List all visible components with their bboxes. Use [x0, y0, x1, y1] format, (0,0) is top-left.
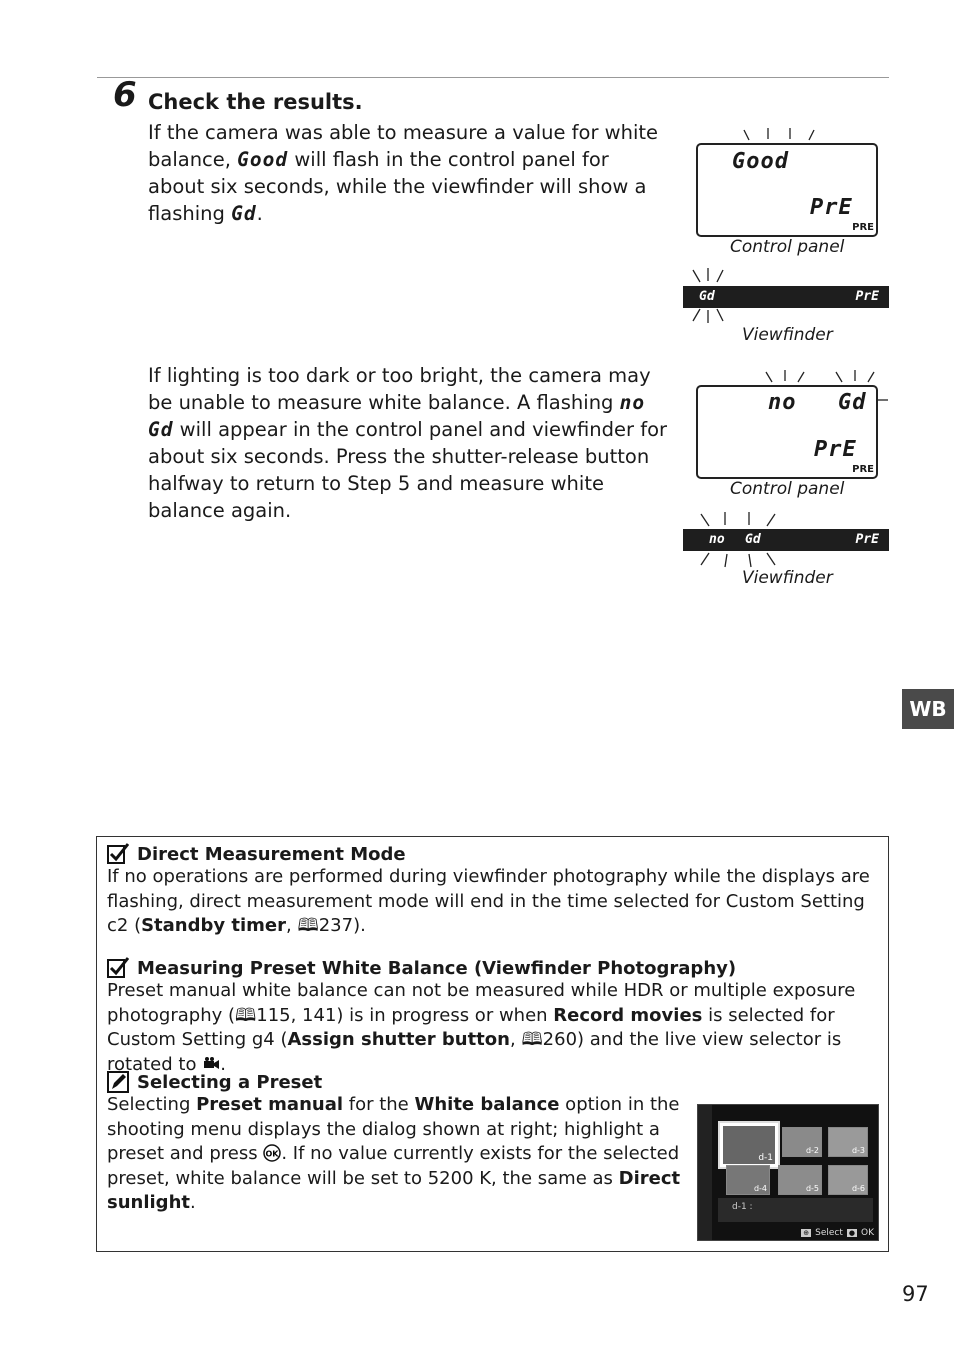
seg-good-display: Good	[237, 148, 289, 171]
note2-text-f: .	[220, 1053, 226, 1075]
note1-heading	[107, 843, 877, 865]
select-label: Select	[815, 1228, 843, 1238]
viewfinder-1	[683, 286, 889, 308]
para2-text-a: If lighting is too dark or too bright, the camera may be unable to measure white balance. A flashing	[148, 364, 651, 414]
preset-info-text: d-1 :	[732, 1202, 753, 1212]
zoom-button-icon: ⊕	[803, 1229, 810, 1237]
cp1-bottom-readout: PrE	[810, 195, 853, 220]
para1-text-a: If the camera was able to measure a value for white balance,	[148, 121, 659, 171]
screen-footer	[801, 1228, 874, 1238]
preset-info-bar	[718, 1198, 873, 1222]
preset-thumb-3[interactable]	[828, 1127, 868, 1157]
preset-thumb-6[interactable]	[828, 1165, 868, 1195]
top-rule	[97, 77, 889, 78]
menu-sidebar	[698, 1105, 712, 1240]
note1-standby-timer: Standby timer	[141, 915, 287, 936]
preset-label-6: d-6	[851, 1184, 865, 1193]
pencil-icon	[107, 1071, 129, 1093]
ok-button-icon	[263, 1144, 281, 1162]
note-selecting-preset	[107, 1071, 687, 1216]
note3-direct-sunlight: Direct sunlight	[107, 1167, 681, 1213]
viewfinder-2	[683, 529, 889, 551]
ok-label: OK	[861, 1228, 874, 1238]
book-icon: 🕮	[297, 915, 319, 936]
note1-text-d: ).	[353, 915, 366, 936]
cp2-top-left-readout: no	[768, 390, 797, 415]
check-icon	[107, 843, 129, 865]
note2-assign-shutter: Assign shutter button	[287, 1029, 510, 1050]
cp1-pre-badge: PRE	[852, 222, 874, 233]
section-tab-wb: WB	[902, 689, 954, 729]
note3-heading	[107, 1071, 687, 1093]
note2-body	[107, 979, 877, 1077]
note3-title: Selecting a Preset	[137, 1071, 323, 1093]
preset-label-2: d-2	[805, 1146, 819, 1155]
note3-text-a: Selecting	[107, 1094, 197, 1115]
note3-body	[107, 1093, 687, 1216]
control-panel-1	[696, 143, 878, 237]
preset-thumb-4[interactable]	[726, 1165, 770, 1195]
note1-text-c: ,	[286, 915, 298, 936]
note3-preset-manual: Preset manual	[196, 1094, 344, 1115]
note2-page-ref-2: 260	[542, 1029, 578, 1050]
note2-page-ref-1: 115, 141	[256, 1004, 337, 1026]
note1-title: Direct Measurement Mode	[137, 843, 406, 865]
note2-record-movies: Record movies	[553, 1004, 703, 1026]
vf2-right-readout: PrE	[855, 532, 879, 547]
note-measuring-preset	[107, 957, 877, 1077]
book-icon: 🕮	[521, 1029, 543, 1050]
note3-text-c: option in the shooting menu displays the dialog shown at right; highlight a preset and press	[107, 1094, 680, 1164]
vf2-left-readout: no	[709, 532, 725, 547]
movie-camera-icon	[202, 1056, 220, 1072]
cp2-top-right-readout: Gd	[838, 390, 867, 415]
seg-gd-display: Gd	[231, 202, 257, 225]
note2-text-d: ,	[509, 1029, 522, 1050]
preset-label-1: d-1	[758, 1153, 773, 1163]
result-paragraph-no-gd	[148, 362, 668, 524]
notes-box	[96, 836, 889, 1252]
cp1-top-readout: Good	[732, 149, 789, 174]
cp2-bottom-readout: PrE	[814, 437, 857, 462]
ok-key-icon: ●	[848, 1229, 855, 1237]
para2-text-b: will appear in the control panel and viewfinder for about six seconds. Press the shutter-release button halfway to return to Step 5 and measure white balance again.	[148, 418, 668, 522]
note-direct-measurement	[107, 843, 877, 939]
step-number: 6	[113, 75, 137, 115]
note3-text-d: . If no value currently exists for the selected preset, white balance will be set to 5200 K, the same as	[107, 1143, 680, 1189]
note3-text-b: for the	[343, 1094, 415, 1115]
vf2-caption: Viewfinder	[742, 568, 833, 588]
seg-no-gd-display: no Gd	[148, 391, 646, 441]
note1-body	[107, 865, 877, 939]
vf2-mid-readout: Gd	[745, 532, 761, 547]
preset-thumb-5[interactable]	[778, 1165, 822, 1195]
step-title: Check the results.	[148, 90, 363, 114]
note2-title: Measuring Preset White Balance (Viewfinder Photography)	[137, 957, 737, 979]
cp2-pre-badge: PRE	[852, 464, 874, 475]
vf1-right-readout: PrE	[855, 289, 879, 304]
note2-text-e: ) and the live view selector is rotated to	[107, 1029, 842, 1075]
para1-text-c: .	[256, 202, 263, 225]
control-panel-2	[696, 385, 878, 479]
note3-white-balance: White balance	[414, 1094, 560, 1115]
note2-heading	[107, 957, 877, 979]
cp1-caption: Control panel	[730, 237, 845, 257]
note3-text-e: .	[190, 1192, 196, 1213]
note2-text-b: ) is in progress or when	[336, 1004, 554, 1026]
preset-label-5: d-5	[805, 1184, 819, 1193]
cp2-caption: Control panel	[730, 479, 845, 499]
preset-thumb-2[interactable]	[782, 1127, 822, 1157]
note1-page-ref: 237	[318, 915, 354, 936]
vf1-left-readout: Gd	[699, 289, 715, 304]
para1-text-b: will flash in the control panel for about six seconds, while the viewfinder will show a flashing	[148, 148, 647, 225]
preset-thumb-1[interactable]	[720, 1123, 778, 1167]
preset-label-3: d-3	[851, 1146, 865, 1155]
book-icon: 🕮	[235, 1004, 257, 1026]
note1-text-a: If no operations are performed during viewfinder photography while the displays are flashing, direct measurement mode will end in the time selected for Custom Setting c2 (	[107, 866, 870, 936]
svg-text:OK: OK	[265, 1149, 279, 1159]
note2-text-a: Preset manual white balance can not be measured while HDR or multiple exposure photography (	[107, 980, 856, 1026]
note2-text-c: is selected for Custom Setting g4 (	[107, 1004, 835, 1050]
vf1-caption: Viewfinder	[742, 325, 833, 345]
result-paragraph-good	[148, 119, 668, 227]
page-number: 97	[902, 1282, 929, 1306]
check-icon	[107, 957, 129, 979]
preset-selection-screen	[697, 1104, 879, 1241]
preset-label-4: d-4	[753, 1184, 767, 1193]
